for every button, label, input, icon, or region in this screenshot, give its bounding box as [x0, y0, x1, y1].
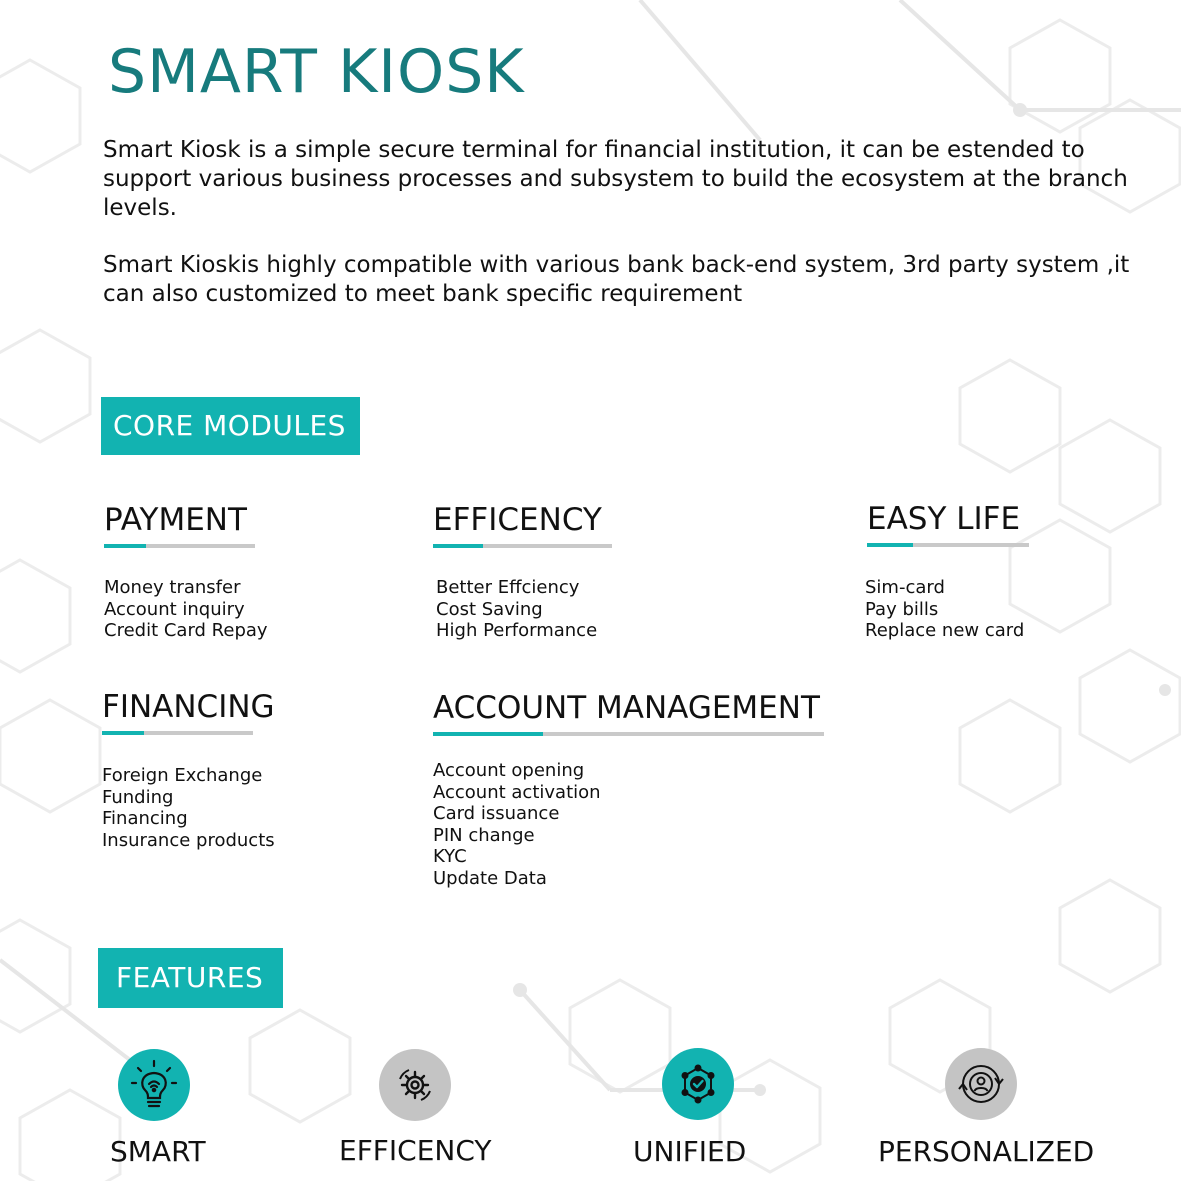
feature-label: PERSONALIZED	[878, 1135, 1095, 1168]
list-item: Sim-card	[865, 577, 945, 598]
page-title: SMART KIOSK	[108, 37, 525, 107]
list-item: PIN change	[433, 824, 535, 846]
module-title: EASY LIFE	[867, 501, 1021, 537]
module-item-list	[433, 760, 824, 890]
module-efficency	[433, 502, 612, 642]
feature-label: SMART	[110, 1135, 206, 1168]
module-title: PAYMENT	[104, 502, 247, 538]
module-payment	[104, 502, 268, 642]
feature-label: EFFICENCY	[339, 1134, 492, 1167]
features-heading: FEATURES	[98, 948, 283, 1008]
list-item: Money transfer	[104, 577, 241, 598]
feature-efficency	[339, 1049, 492, 1167]
gear-icon	[379, 1049, 451, 1121]
module-easy-life	[867, 501, 1029, 642]
feature-smart	[110, 1049, 206, 1168]
list-item: Card issuance	[433, 803, 560, 825]
user-cycle-icon	[945, 1048, 1017, 1120]
list-item: KYC	[433, 846, 467, 868]
feature-label: UNIFIED	[633, 1135, 747, 1168]
module-title: ACCOUNT MANAGEMENT	[433, 690, 820, 726]
list-item: Update Data	[433, 867, 547, 889]
module-item-list	[865, 577, 1029, 642]
module-item-list	[104, 577, 268, 642]
module-financing	[102, 689, 275, 851]
list-item: Better Effciency	[436, 577, 580, 598]
list-item: Cost Saving	[436, 598, 543, 620]
list-item: Funding	[102, 786, 174, 808]
list-item: Account opening	[433, 760, 585, 781]
lightbulb-icon	[118, 1049, 190, 1121]
list-item: High Performance	[436, 620, 598, 642]
list-item: Pay bills	[865, 598, 939, 620]
feature-unified	[633, 1048, 747, 1168]
list-item: Credit Card Repay	[104, 620, 268, 642]
module-item-list	[102, 765, 275, 851]
module-title: FINANCING	[102, 689, 275, 725]
list-item: Account activation	[433, 781, 601, 803]
list-item: Insurance products	[102, 829, 275, 851]
network-check-icon	[662, 1048, 734, 1120]
intro-paragraph: Smart Kioskis highly compatible with various bank back-end system, 3rd party system ,it can also customized to meet bank specific requirement	[103, 252, 1130, 307]
title-underline	[867, 543, 1029, 547]
module-title: EFFICENCY	[433, 502, 602, 538]
title-underline	[433, 544, 612, 548]
feature-personalized	[878, 1048, 1095, 1168]
list-item: Financing	[102, 808, 188, 830]
intro-paragraph: Smart Kiosk is a simple secure terminal for financial institution, it can be estended to support various business processes and subsystem to build the ecosystem at the branch levels.	[103, 137, 1128, 221]
title-underline	[102, 731, 253, 735]
module-account-management	[433, 690, 824, 890]
title-underline	[433, 732, 824, 736]
title-underline	[104, 544, 255, 548]
module-item-list	[436, 577, 612, 642]
core-modules-heading: CORE MODULES	[101, 397, 360, 455]
list-item: Account inquiry	[104, 598, 245, 620]
list-item: Replace new card	[865, 620, 1025, 642]
list-item: Foreign Exchange	[102, 765, 263, 786]
